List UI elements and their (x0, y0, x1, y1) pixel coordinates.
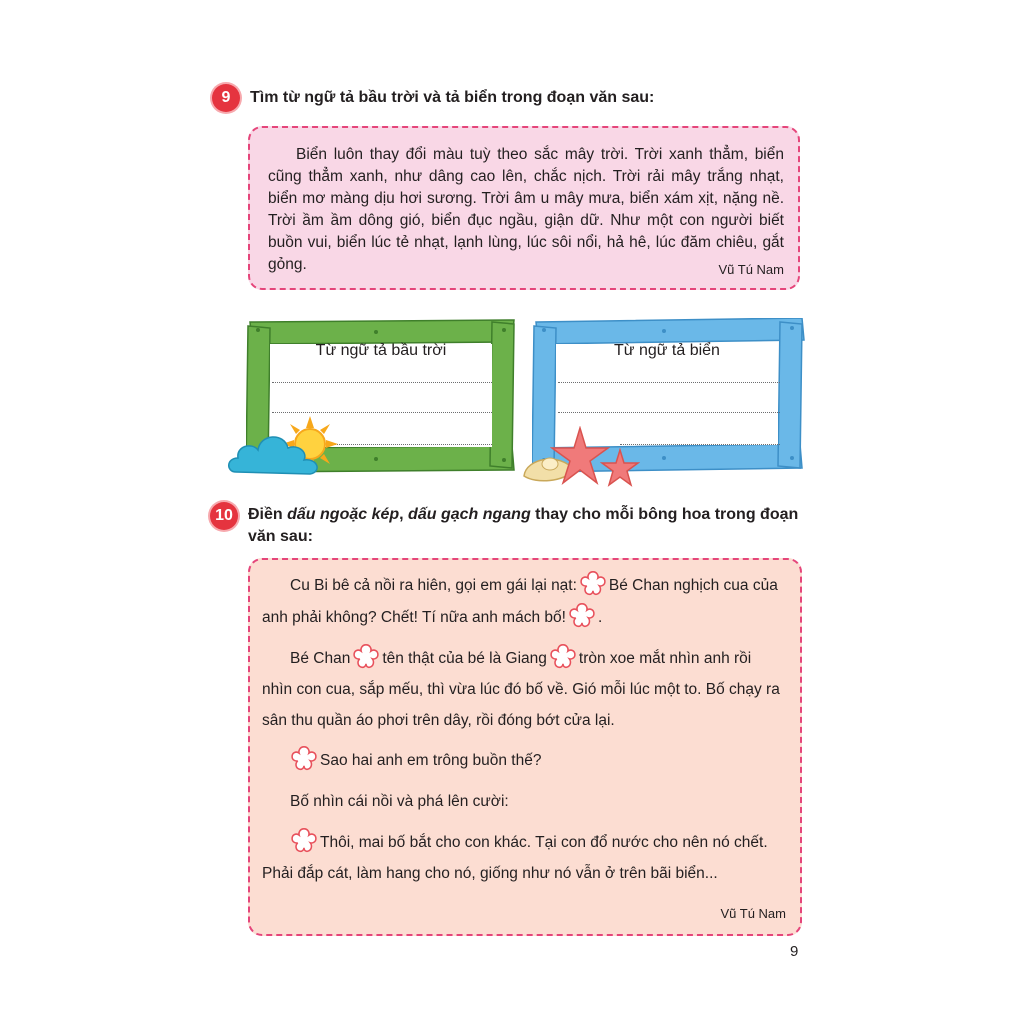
passage-line: Bố nhìn cái nồi và phá lên cười: (290, 793, 509, 810)
passage-line: Sao hai anh em trông buồn thế? (262, 750, 786, 772)
passage-line: anh phải không? Chết! Tí nữa anh mách bố! . (262, 607, 786, 629)
flower-icon[interactable] (568, 601, 596, 629)
starfish-icon (600, 448, 640, 488)
passage-line: Phải đắp cát, làm hang cho nó, giống như nó vẫn ở trên bãi biển... (262, 865, 718, 882)
author: Vũ Tú Nam (718, 262, 784, 277)
answer-line[interactable] (334, 444, 492, 445)
passage-box (248, 558, 802, 936)
answer-line[interactable] (558, 412, 780, 413)
sea-words-frame (532, 318, 802, 478)
passage-line: Thôi, mai bố bắt cho con khác. Tại con đổ nước cho nên nó chết. (262, 832, 786, 854)
answer-line[interactable] (620, 444, 780, 445)
exercise-title: Tìm từ ngữ tả bầu trời và tả biển trong đoạn văn sau: (250, 89, 655, 106)
flower-icon[interactable] (579, 569, 607, 597)
cloud-icon (226, 420, 326, 480)
exercise-number-badge: 9 (212, 84, 240, 112)
author: Vũ Tú Nam (720, 906, 786, 921)
flower-icon[interactable] (290, 826, 318, 854)
exercise-9-header (212, 84, 654, 112)
exercise-number-badge: 10 (210, 502, 238, 530)
answer-line[interactable] (272, 382, 492, 383)
passage-line: Bé Chan tên thật của bé là Giang tròn xoe mắt nhìn anh rồi (262, 648, 786, 670)
page-number: 9 (790, 943, 799, 960)
passage-line: sân thu quần áo phơi trên dây, rồi đóng bớt cửa lại. (262, 712, 615, 729)
passage-box (248, 126, 800, 290)
answer-line[interactable] (558, 382, 780, 383)
frame-title: Từ ngữ tả biển (614, 342, 720, 359)
flower-icon[interactable] (290, 744, 318, 772)
exercise-title: Điền dấu ngoặc kép, dấu gạch ngang thay cho mỗi bông hoa trong đoạn văn sau: (248, 506, 799, 545)
flower-icon[interactable] (549, 642, 577, 670)
answer-line[interactable] (272, 412, 492, 413)
sky-words-frame (246, 318, 516, 478)
passage-text: Biển luôn thay đổi màu tuỳ theo sắc mây trời. Trời xanh thẳm, biển cũng thẳm xanh, như dâng cao lên, chắc nịch. Trời rải mây trắng nhạt, biển mơ màng dịu hơi sương. Trời âm u mây mưa, biển xám xịt, nặng nề. Trời ầm ầm dông gió, biển đục ngầu, giận dữ. Như một con người biết buồn vui, biển lúc tẻ nhạt, lạnh lùng, lúc sôi nổi, hả hê, lúc đăm chiêu, gắt gỏng. (268, 146, 784, 273)
frame-title: Từ ngữ tả bầu trời (315, 342, 447, 359)
flower-icon[interactable] (352, 642, 380, 670)
passage-line: Cu Bi bê cả nồi ra hiên, gọi em gái lại nạt: Bé Chan nghịch cua của (262, 575, 786, 597)
exercise-10-header (210, 502, 798, 548)
passage-line: nhìn con cua, sắp mếu, thì vừa lúc đó bố về. Gió mỗi lúc một to. Bố chạy ra (262, 681, 780, 698)
